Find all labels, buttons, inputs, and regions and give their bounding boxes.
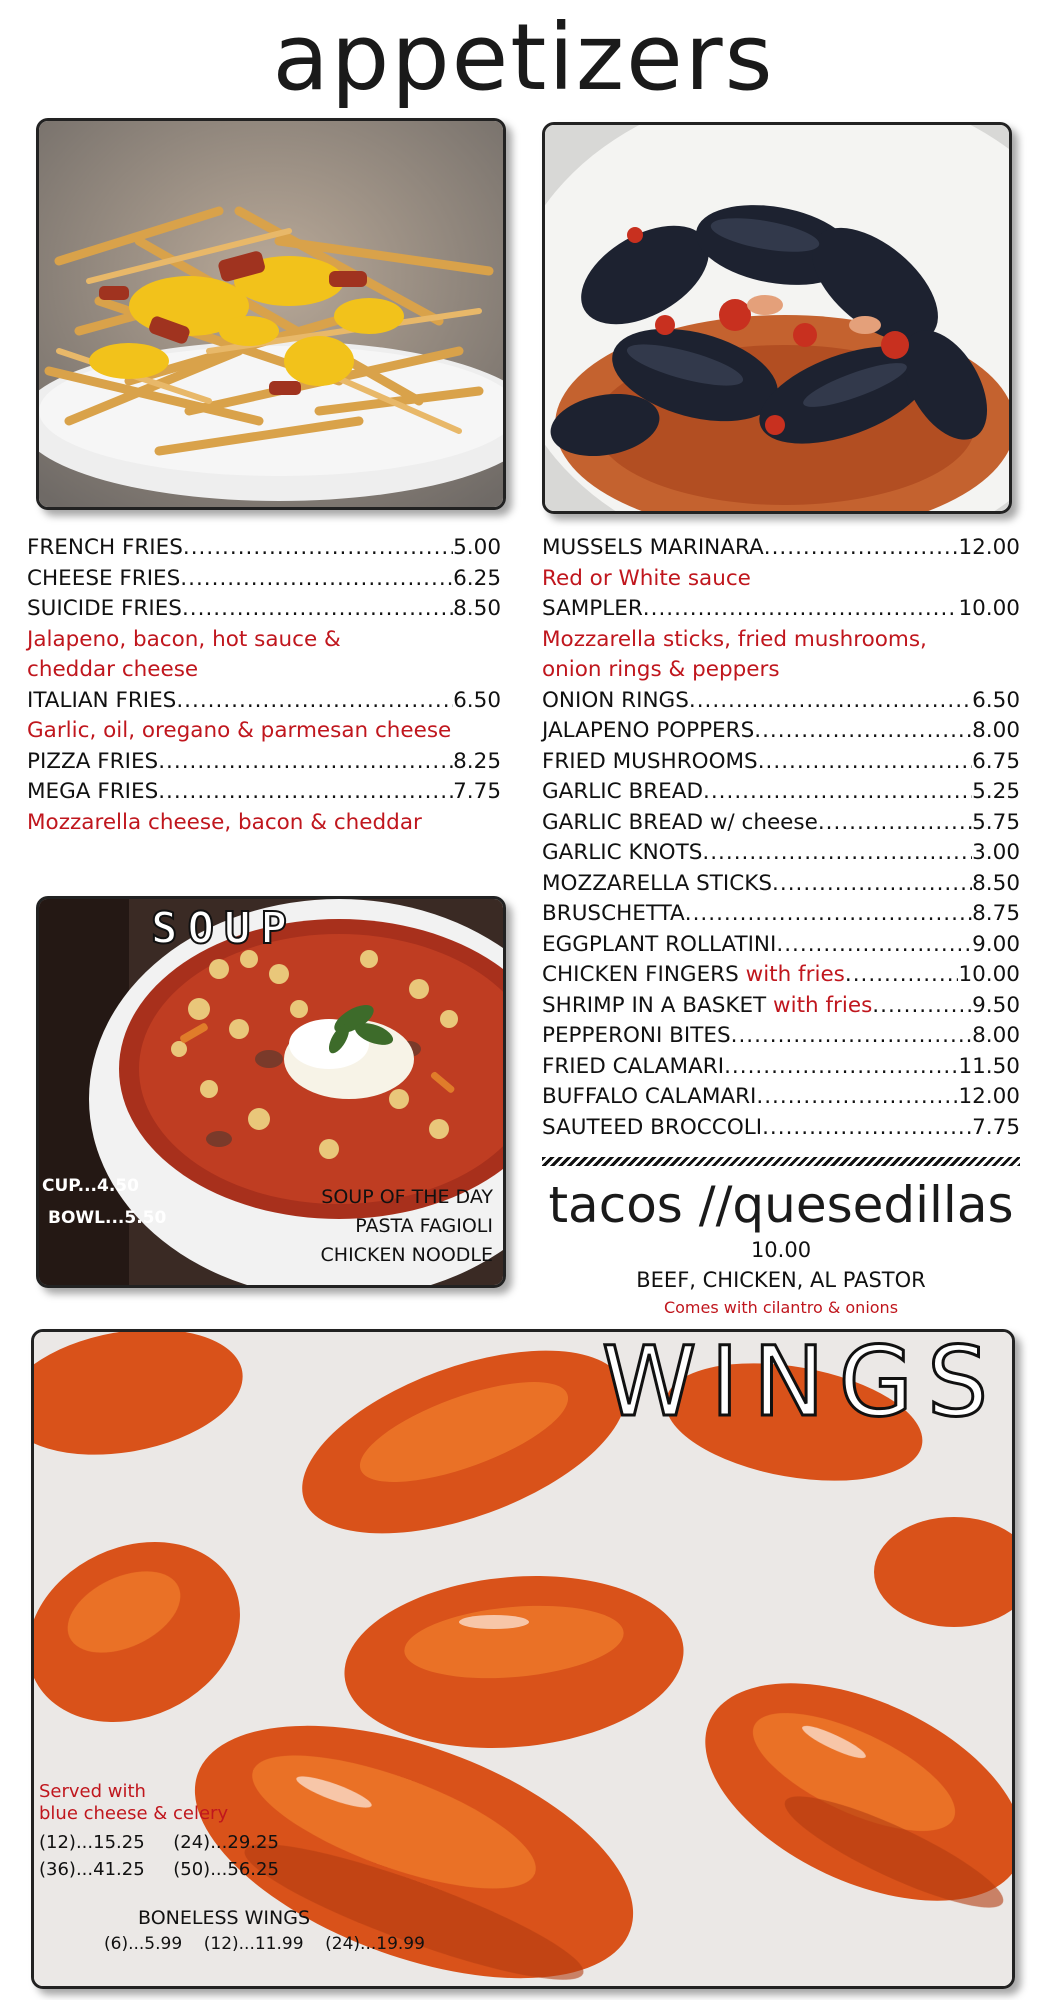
menu-item	[27, 533, 501, 564]
item-name: ITALIAN FRIES	[27, 687, 177, 713]
menu-item	[542, 716, 1020, 747]
menu-item	[542, 808, 1020, 839]
tacos-title: tacos //quesedillas	[548, 1176, 1014, 1234]
item-name: MOZZARELLA STICKS	[542, 870, 773, 896]
menu-item	[542, 930, 1020, 961]
item-name: JALAPENO POPPERS	[542, 718, 755, 743]
item-description: onion rings & peppers	[542, 657, 780, 682]
item-name: FRENCH FRIES	[27, 535, 183, 560]
item-price: 12.00	[958, 535, 1020, 560]
item-note: with fries	[773, 992, 873, 1018]
fries-illustration	[39, 121, 503, 507]
item-price: 6.50	[453, 687, 501, 713]
item-price: 8.00	[972, 718, 1020, 743]
mussels-illustration	[545, 125, 1009, 511]
soup-panel	[36, 896, 506, 1288]
menu-item	[542, 991, 1020, 1022]
item-name: PEPPERONI BITES	[542, 1023, 731, 1048]
item-price: 6.50	[972, 687, 1020, 713]
item-price: 10.00	[958, 962, 1020, 987]
item-name: MEGA FRIES	[27, 779, 159, 804]
menu-item	[27, 747, 501, 778]
menu-item	[542, 960, 1020, 991]
boneless-prices: (6)...5.99 (12)...11.99 (24)...19.99	[104, 1934, 425, 1954]
tacos-price: 10.00	[750, 1238, 812, 1262]
menu-item	[27, 564, 501, 595]
wings-served-line: blue cheese & celery	[39, 1803, 229, 1824]
menu-item	[542, 686, 1020, 717]
menu-item	[542, 777, 1020, 808]
soup-bowl-price: BOWL...5.50	[48, 1208, 167, 1228]
soup-title: SOUP	[151, 903, 297, 954]
item-description: Jalapeno, bacon, hot sauce &	[27, 626, 341, 652]
item-description: Red or White sauce	[542, 565, 751, 591]
item-name: ONION RINGS	[542, 687, 689, 713]
item-price: 11.50	[958, 1053, 1020, 1079]
item-price: 5.25	[972, 779, 1020, 804]
menu-item	[542, 1052, 1020, 1083]
mussels-photo	[542, 122, 1012, 514]
item-name: BRUSCHETTA	[542, 901, 685, 926]
item-name: PIZZA FRIES	[27, 748, 159, 774]
menu-item	[542, 838, 1020, 869]
item-price: 9.00	[972, 931, 1020, 957]
item-name: EGGPLANT ROLLATINI	[542, 931, 777, 957]
item-name: FRIED CALAMARI	[542, 1053, 725, 1079]
menu-item	[27, 594, 501, 625]
tacos-options: BEEF, CHICKEN, AL PASTOR	[636, 1268, 926, 1292]
soup-cup-price: CUP...4.50	[42, 1176, 139, 1196]
item-name: FRIED MUSHROOMS	[542, 748, 758, 774]
item-price: 8.00	[972, 1023, 1020, 1048]
left-menu-list	[27, 533, 501, 838]
soup-item: SOUP OF THE DAY	[321, 1186, 493, 1208]
item-price: 5.00	[453, 535, 501, 560]
item-price: 5.75	[972, 809, 1020, 835]
item-price: 10.00	[958, 596, 1020, 621]
item-description: Mozzarella cheese, bacon & cheddar	[27, 809, 422, 835]
item-name: SAUTEED BROCCOLI	[542, 1114, 763, 1140]
soup-item: CHICKEN NOODLE	[320, 1244, 493, 1266]
item-price: 7.75	[453, 779, 501, 804]
section-divider	[542, 1157, 1020, 1166]
item-price: 7.75	[972, 1114, 1020, 1140]
item-name: CHICKEN FINGERS	[542, 962, 739, 987]
menu-item	[542, 1021, 1020, 1052]
menu-item	[542, 1082, 1020, 1113]
menu-item	[27, 686, 501, 717]
item-note: with fries	[745, 962, 845, 987]
wings-served-line: Served with	[39, 1781, 146, 1802]
item-name: BUFFALO CALAMARI	[542, 1084, 757, 1109]
wings-panel	[31, 1329, 1015, 1989]
wings-prices: (12)...15.25 (24)...29.25	[39, 1832, 279, 1853]
item-price: 9.50	[972, 992, 1020, 1018]
item-name: GARLIC BREAD w/ cheese	[542, 809, 818, 835]
item-name: SUICIDE FRIES	[27, 596, 182, 621]
item-name: CHEESE FRIES	[27, 565, 181, 591]
soup-item: PASTA FAGIOLI	[355, 1215, 493, 1237]
menu-item	[27, 777, 501, 808]
menu-item	[542, 533, 1020, 564]
item-price: 6.25	[453, 565, 501, 591]
menu-item	[542, 869, 1020, 900]
wings-title: WINGS	[601, 1329, 1002, 1438]
menu-item	[542, 899, 1020, 930]
item-price: 3.00	[972, 840, 1020, 865]
menu-item	[542, 747, 1020, 778]
item-name: SAMPLER	[542, 596, 643, 621]
right-menu-list	[542, 533, 1020, 1143]
tacos-note: Comes with cilantro & onions	[663, 1298, 899, 1317]
item-price: 12.00	[958, 1084, 1020, 1109]
item-name: GARLIC BREAD	[542, 779, 704, 804]
item-price: 8.50	[453, 596, 501, 621]
item-price: 6.75	[972, 748, 1020, 774]
page-title: appetizers	[272, 4, 775, 111]
menu-item	[542, 594, 1020, 625]
fries-photo	[36, 118, 506, 510]
item-description: Garlic, oil, oregano & parmesan cheese	[27, 718, 452, 743]
boneless-title: BONELESS WINGS	[138, 1907, 311, 1929]
menu-item	[542, 1113, 1020, 1144]
item-price: 8.25	[453, 748, 501, 774]
wings-prices: (36)...41.25 (50)...56.25	[39, 1859, 279, 1880]
item-price: 8.75	[972, 901, 1020, 926]
item-name: SHRIMP IN A BASKET	[542, 992, 767, 1018]
item-name: MUSSELS MARINARA	[542, 535, 764, 560]
item-description: Mozzarella sticks, fried mushrooms,	[542, 626, 927, 652]
item-name: GARLIC KNOTS	[542, 840, 703, 865]
item-price: 8.50	[972, 870, 1020, 896]
item-description: cheddar cheese	[27, 657, 199, 682]
